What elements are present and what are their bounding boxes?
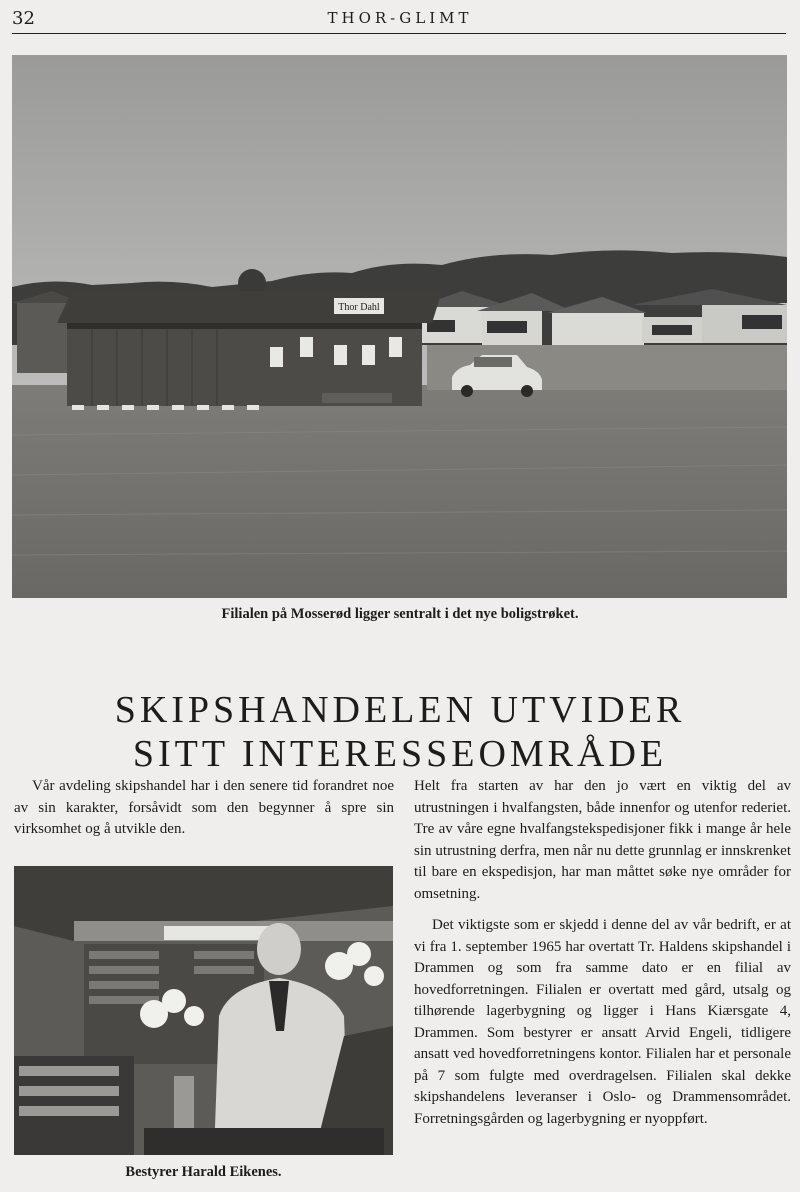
right-paragraph-2: Det viktigste som er skjedd i denne del av vår bedrift, er at vi fra 1. september 1965 har overtatt Tr. Haldens skipshandel i Drammen og som fra samme dato er en filial av hovedforretningen. Filialen er overtatt med gård, utsalg og tilhørende lagerbygning og ligger i Hans Kiærsgate 4, Drammen. Som bestyrer er ansatt Arvid Engeli, tidligere ansatt ved hovedforretningens kontor. Filialen har et personale på 7 som fulgte med overdragelsen. Filialen skal dekke skipshandelens leveranser i Oslo- og Drammensområdet. Forretningsgården og lagerbygning er nyoppført. bbox=[414, 917, 791, 1127]
left-column bbox=[14, 776, 394, 841]
caption-manager-photo: Bestyrer Harald Eikenes. bbox=[125, 1164, 282, 1180]
magazine-title: THOR-GLIMT bbox=[327, 9, 473, 27]
headline-line-2: SITT INTERESSEOMRÅDE bbox=[132, 733, 668, 776]
right-column bbox=[414, 776, 791, 1140]
header-rule bbox=[12, 33, 786, 34]
photo-manager bbox=[14, 866, 393, 1155]
page-number: 32 bbox=[12, 8, 35, 29]
left-paragraph-1: Vår avdeling skipshandel har i den senere tid forandret noe av sin karakter, forsåvidt som den begynner å spre sin virksomhet og å utvikle den. bbox=[14, 778, 394, 837]
photo-branch-store bbox=[12, 55, 787, 598]
article-headline bbox=[0, 688, 800, 776]
right-paragraph-1: Helt fra starten av har den jo vært en viktig del av utrustningen i hvalfangsten, både innenfor og utenfor rederiet. Tre av våre egne hvalfangstekspedisjoner fikk i mange år hele sin utrustning derfra, men når nu dette grunnlag er innskrenket til bare en ekspedisjon, har man måttet søke nye områder for omsetning. bbox=[414, 778, 791, 902]
store-sign: Thor Dahl bbox=[338, 302, 380, 313]
headline-line-1: SKIPSHANDELEN UTVIDER bbox=[114, 689, 686, 732]
caption-top-photo: Filialen på Mosserød ligger sentralt i det nye boligstrøket. bbox=[221, 606, 579, 622]
